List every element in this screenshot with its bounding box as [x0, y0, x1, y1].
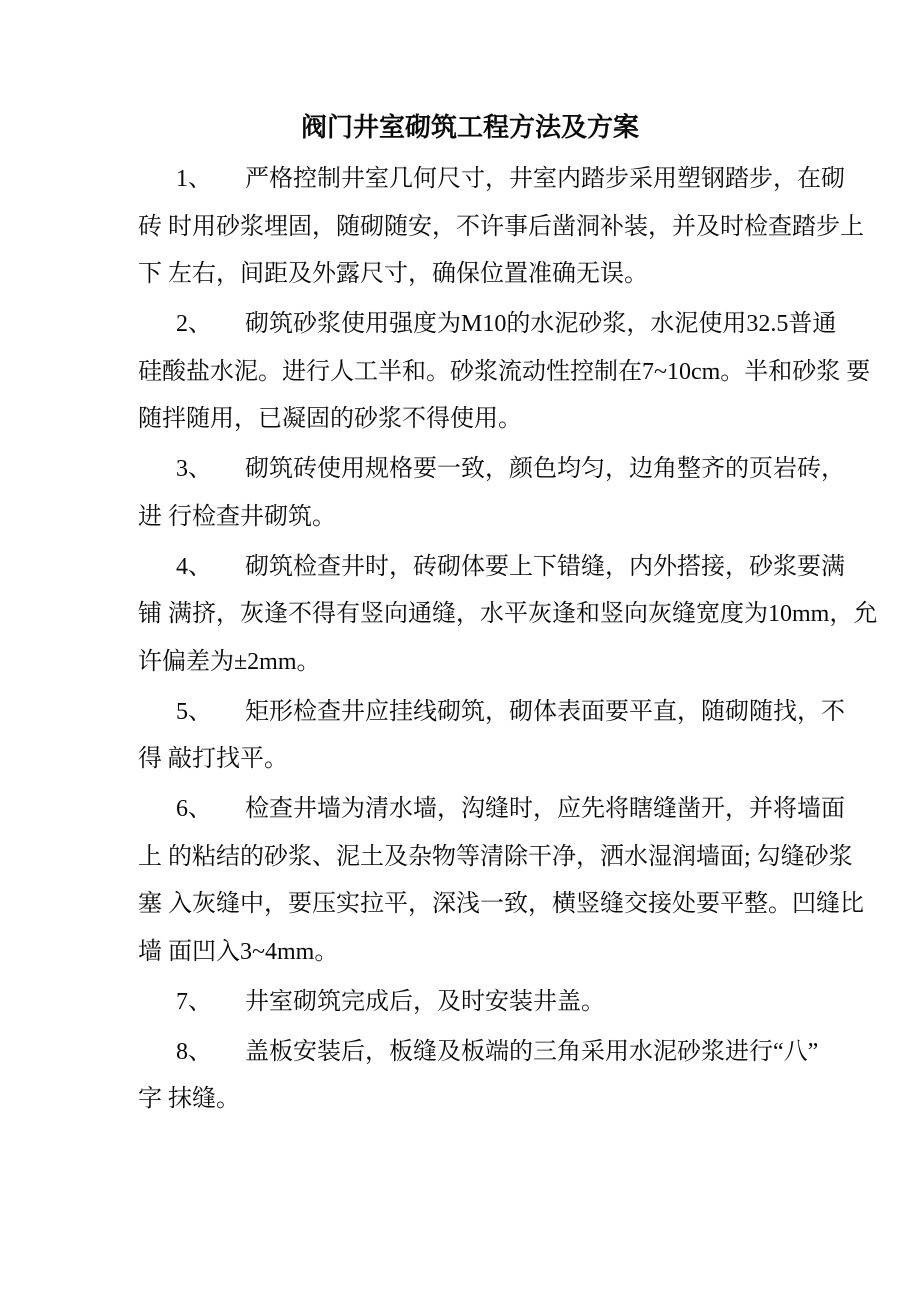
paragraph-6-first-line-text: 检查井墙为清水墙，沟缝时，应先将瞎缝凿开，并将墙面	[245, 796, 845, 822]
paragraph-1-number: 1、	[176, 166, 212, 192]
paragraph-3-first-line-text: 砌筑砖使用规格要一致，颜色均匀，边角整齐的页岩砖，	[245, 456, 845, 482]
paragraph-5-number: 5、	[176, 698, 212, 725]
paragraph-6-line-3: 塞 入灰缝中，要压实拉平，深浅一致，横竖缝交接处要平整。凹缝比	[138, 891, 864, 917]
paragraph-5-line-2: 得 敲打找平。	[138, 746, 288, 772]
paragraph-7-first-line-text: 井室砌筑完成后，及时安装井盖。	[245, 988, 605, 1015]
paragraph-1-line-3: 下 左右，间距及外露尺寸，确保位置准确无误。	[138, 261, 648, 287]
paragraph-2	[138, 301, 871, 444]
paragraph-1	[138, 156, 864, 299]
paragraph-1-line-1	[138, 156, 845, 204]
paragraph-3-line-2: 进 行检查井砌筑。	[138, 503, 336, 530]
paragraph-6-line-2: 上 的粘结的砂浆、泥土及杂物等清除干净，洒水湿润墙面; 勾缝砂浆	[138, 843, 853, 870]
paragraph-4-first-line-text: 砌筑检查井时，砖砌体要上下错缝，内外搭接，砂浆要满	[245, 553, 845, 580]
paragraph-4-line-2: 铺 满挤，灰逢不得有竖向通缝，水平灰逢和竖向灰缝宽度为10mm，允	[138, 601, 878, 627]
paragraph-3	[138, 446, 845, 541]
paragraph-3-line-1	[138, 446, 845, 494]
paragraph-3-number: 3、	[176, 456, 212, 482]
paragraph-4	[138, 544, 878, 687]
paragraph-list	[138, 156, 878, 1124]
paragraph-8-number: 8、	[176, 1038, 212, 1065]
paragraph-1-first-line-text: 严格控制井室几何尺寸，井室内踏步采用塑钢踏步，在砌	[245, 166, 845, 192]
paragraph-2-line-1	[138, 301, 837, 349]
paragraph-1-line-2: 砖 时用砂浆埋固，随砌随安，不许事后凿洞补装，并及时检查踏步上	[138, 213, 864, 240]
paragraph-2-line-3: 随拌随用，已凝固的砂浆不得使用。	[138, 406, 522, 432]
paragraph-6-number: 6、	[176, 796, 212, 822]
paragraph-7-number: 7、	[176, 988, 212, 1015]
paragraph-8-line-1	[138, 1029, 819, 1077]
paragraph-5	[138, 689, 845, 784]
paragraph-5-first-line-text: 矩形检查井应挂线砌筑，砌体表面要平直，随砌随找，不	[245, 698, 845, 725]
paragraph-6	[138, 786, 864, 976]
paragraph-8-first-line-text: 盖板安装后，板缝及板端的三角采用水泥砂浆进行“八”	[245, 1038, 819, 1065]
paragraph-6-line-1	[138, 786, 845, 834]
paragraph-6-line-4: 墙 面凹入3~4mm。	[138, 938, 339, 965]
paragraph-8-line-2: 字 抹缝。	[138, 1086, 240, 1112]
paragraph-2-number: 2、	[176, 311, 212, 337]
paragraph-7	[138, 979, 802, 1027]
paragraph-4-number: 4、	[176, 553, 212, 580]
paragraph-2-first-line-text: 砌筑砂浆使用强度为M10的水泥砂浆，水泥使用32.5普通	[245, 311, 837, 337]
paragraph-8	[138, 1029, 819, 1124]
paragraph-2-line-2: 硅酸盐水泥。进行人工半和。砂浆流动性控制在7~10cm。半和砂浆 要	[138, 358, 871, 385]
document-title: 阀门井室砌筑工程方法及方案	[300, 113, 639, 142]
paragraph-4-line-1	[138, 544, 845, 592]
paragraph-5-line-1	[138, 689, 845, 737]
paragraph-4-line-3: 许偏差为±2mm。	[138, 648, 321, 675]
paragraph-7-line-1	[138, 979, 802, 1027]
